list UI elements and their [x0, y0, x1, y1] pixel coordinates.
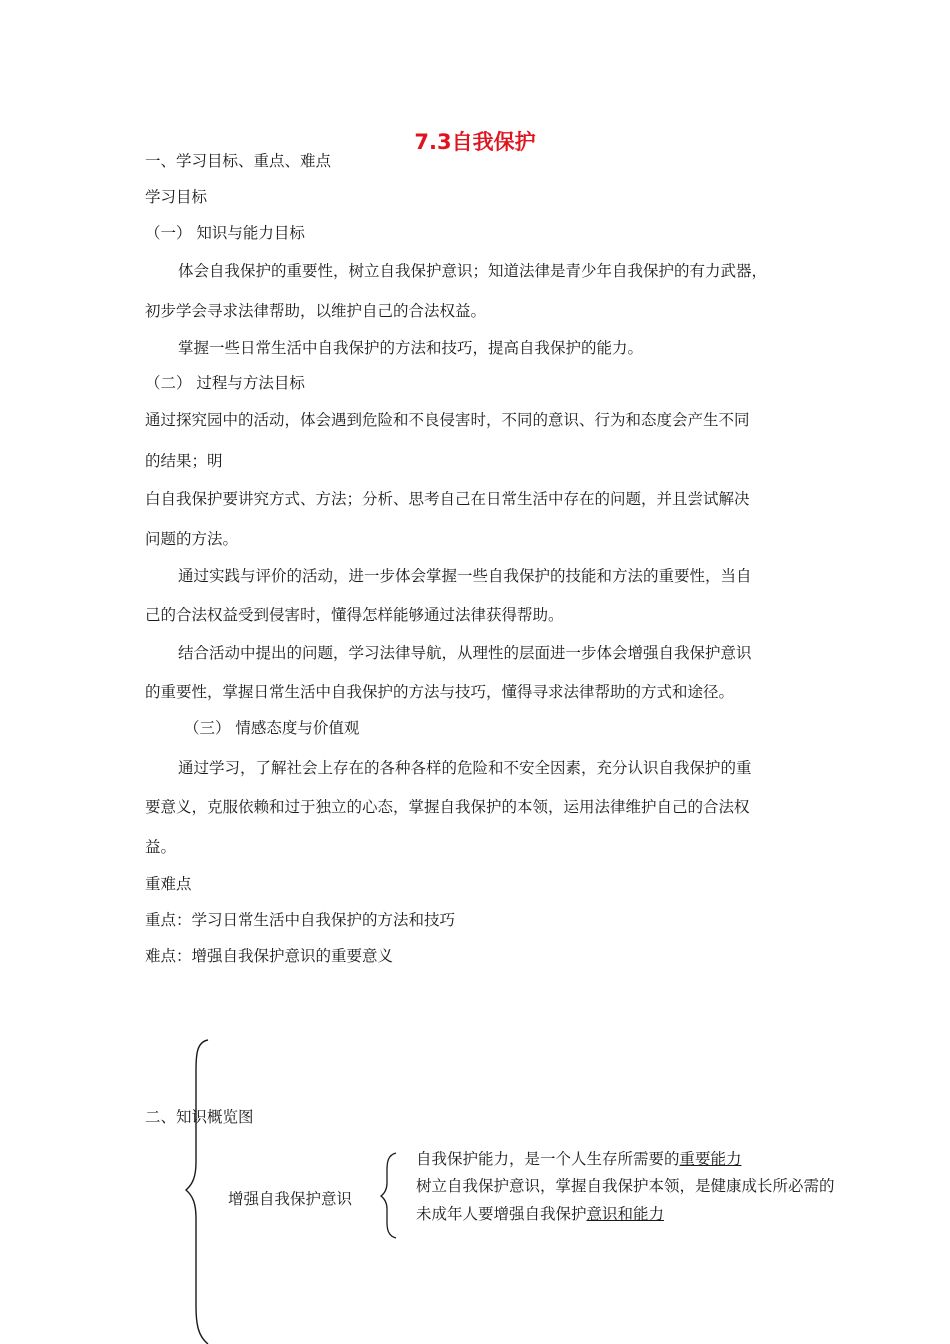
map-leaf-1	[416, 1149, 742, 1169]
map-leaf-3-underlined: 意识和能力	[586, 1205, 665, 1223]
map-leaf-3	[416, 1204, 664, 1224]
document-title: 7.3自我保护	[414, 130, 536, 154]
difficult-point: 难点：增强自我保护意识的重要意义	[145, 947, 394, 965]
branch-label: 增强自我保护意识	[228, 1190, 353, 1208]
map-leaf-2: 树立自我保护意识，掌握自我保护本领，是健康成长所必需的	[416, 1177, 835, 1195]
map-leaf-3-text: 未成年人要增强自我保护	[416, 1205, 587, 1223]
emotion-heading: （三） 情感态度与价值观	[184, 719, 360, 737]
knowledge-paragraph-2: 掌握一些日常生活中自我保护的方法和技巧，提高自我保护的能力。	[178, 339, 644, 357]
process-paragraph-1-line-4: 问题的方法。	[145, 530, 239, 548]
map-leaf-1-underlined: 重要能力	[679, 1150, 742, 1168]
process-paragraph-2-line-2: 己的合法权益受到侵害时，懂得怎样能够通过法律获得帮助。	[145, 606, 564, 624]
map-leaf-1-text: 自我保护能力，是一个人生存所需要的	[416, 1150, 680, 1168]
emotion-paragraph-line-3: 益。	[145, 838, 177, 856]
emotion-paragraph-line-2: 要意义，克服依赖和过于独立的心态，掌握自我保护的本领，运用法律维护自己的合法权	[145, 798, 750, 816]
process-paragraph-3-line-2: 的重要性，掌握日常生活中自我保护的方法与技巧，懂得寻求法律帮助的方式和途径。	[145, 683, 735, 701]
section1-heading: 一、学习目标、重点、难点	[145, 152, 332, 170]
key-difficult-label: 重难点	[145, 875, 192, 893]
process-heading: （二） 过程与方法目标	[145, 374, 305, 392]
knowledge-paragraph-1-line-2: 初步学会寻求法律帮助，以维护自己的合法权益。	[145, 302, 487, 320]
process-paragraph-3-line-1: 结合活动中提出的问题，学习法律导航，从理性的层面进一步体会增强自我保护意识	[178, 644, 752, 662]
process-paragraph-1-line-1: 通过探究园中的活动，体会遇到危险和不良侵害时，不同的意识、行为和态度会产生不同	[145, 411, 750, 429]
process-paragraph-1-line-3: 白自我保护要讲究方式、方法；分析、思考自己在日常生活中存在的问题，并且尝试解决	[145, 490, 750, 508]
sub-brace	[381, 1153, 396, 1238]
section2-heading: 二、知识概览图	[145, 1108, 254, 1126]
process-paragraph-1-line-2: 的结果；明	[145, 452, 223, 470]
objectives-label: 学习目标	[145, 188, 208, 206]
knowledge-paragraph-1-line-1: 体会自我保护的重要性，树立自我保护意识；知道法律是青少年自我保护的有力武器，	[178, 262, 768, 280]
process-paragraph-2-line-1: 通过实践与评价的活动，进一步体会掌握一些自我保护的技能和方法的重要性，当自	[178, 567, 752, 585]
key-point: 重点：学习日常生活中自我保护的方法和技巧	[145, 911, 456, 929]
knowledge-heading: （一） 知识与能力目标	[145, 224, 305, 242]
emotion-paragraph-line-1: 通过学习，了解社会上存在的各种各样的危险和不安全因素，充分认识自我保护的重	[178, 759, 752, 777]
main-brace	[186, 1040, 208, 1344]
